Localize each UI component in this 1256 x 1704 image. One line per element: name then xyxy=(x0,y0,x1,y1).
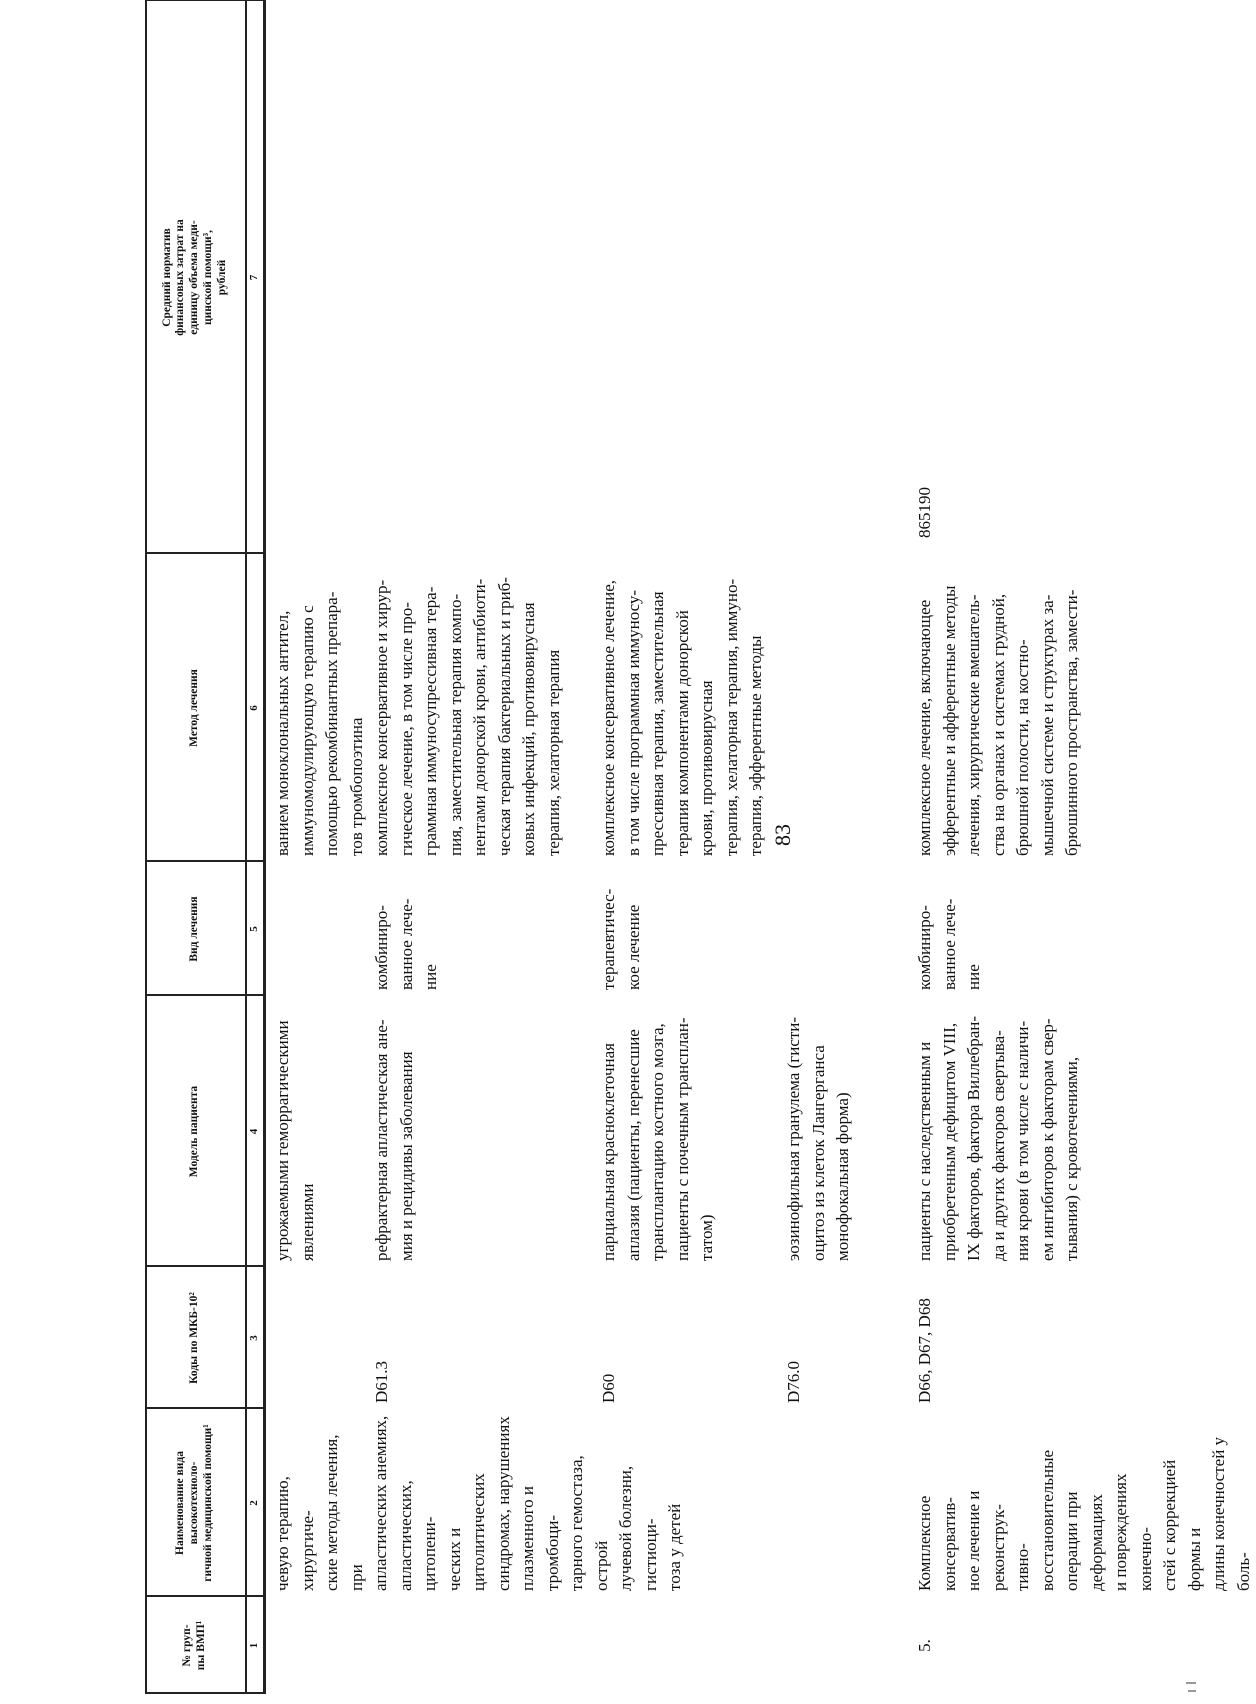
header-icd-codes: Коды по МКБ-10² xyxy=(188,1292,201,1384)
row5-treatment-method: комплексное лечение, включающее эфферентные и афферентные методы лечения, хирургические вмешатель- ства на органах и системах грудной, брюшной полости, на костно- мышечной системе и структурах за- брюшинного пространства, замести- xyxy=(915,585,1081,856)
column-number-6: 6 xyxy=(248,705,260,711)
row2-patient-model: рефрактерная апластическая ане- мия и рецидивы заболевания xyxy=(372,1019,416,1261)
header-cost-standard: Средний норматив финансовых затрат на единицу объема меди- цинской помощи³, рублей xyxy=(160,219,228,336)
row2-treatment-type: комбиниро- ванное лече- ние xyxy=(372,898,440,990)
row3-patient-model: парциальная красноклеточная аплазия (пациенты, перенесшие трансплантацию костного мозга, пациенты с почечным трансплан- татом) xyxy=(599,1017,716,1261)
header-group-number: № груп- пы ВМП¹ xyxy=(181,1620,207,1671)
row1-treatment-method: ванием моноклональных антител, иммуномодулирующую терапию с помощью рекомбинантных препара- тов тромбопоэтина xyxy=(273,591,366,856)
column-number-2: 2 xyxy=(248,1500,260,1506)
row3-treatment-type: терапевтичес- кое лечение xyxy=(599,888,643,990)
row4-patient-model: эозинофильная гранулема (гисти- оцитоз из клеток Лангерганса монофокальная форма) xyxy=(784,1016,852,1261)
column-number-4: 4 xyxy=(248,1128,260,1135)
page-number: 83 xyxy=(770,824,795,846)
header-treatment-type: Вид лечения xyxy=(188,896,201,962)
row5-patient-model: пациенты с наследственным и приобретенным дефицитом VIII, IX факторов, фактора Виллебран- да и других факторов свертыва- ния крови (в том числе с наличи- ем ингибиторов к факторам свер- тывания) с кровотечениями, xyxy=(915,1015,1081,1261)
row5-icd-codes: D66, D67, D68 xyxy=(915,1298,934,1403)
row5-vmp-type: Комплексное консерватив- ное лечение и реконструк- тивно-восстановительные операции при деформациях и повреждениях конечно- стей с коррекцией формы и длины конечностей у боль- xyxy=(915,1436,1253,1591)
row5-cost-standard: 865190 xyxy=(915,487,934,538)
row2-treatment-method: комплексное консервативное и хирур- гическое лечение, в том числе про- граммная иммуносупрессивная тера- пия, заместительная терапия компо- нентами донорской крови, антибиоти- ческая терапия бактериальных и гриб- ковых инфекций, противовирусная терапия, хелаторная терапия xyxy=(372,577,563,856)
row5-treatment-type: комбиниро- ванное лече- ние xyxy=(915,898,983,990)
column-number-5: 5 xyxy=(248,926,260,932)
column-number-7: 7 xyxy=(248,274,260,281)
header-vmp-type: Наименование вида высокотехноло- гичной медицинской помощи¹ xyxy=(174,1424,214,1582)
column-number-3: 3 xyxy=(248,1335,260,1341)
number-row-rule xyxy=(263,0,266,1694)
column-number-1: 1 xyxy=(248,1642,260,1649)
scan-artifact xyxy=(1188,1690,1196,1692)
header-treatment-method: Метод лечения xyxy=(188,669,201,747)
vmp-table xyxy=(145,0,1253,1694)
row1-patient-model: угрожаемыми геморрагическими явлениями xyxy=(273,1020,317,1261)
row1-vmp-type: чевую терапию, хирургиче- ские методы лечения, при апластических анемиях, апластических, цитопени- ческих и цитолитических синдромах, нарушениях плазменного и тромбоци- тарного гемостаза, острой лучевой болезни, гистиоци- тоза у детей xyxy=(273,1415,684,1591)
row3-icd-code: D60 xyxy=(599,1373,618,1403)
row2-icd-code: D61.3 xyxy=(372,1360,391,1403)
scan-artifact xyxy=(1186,1682,1196,1684)
row4-icd-code: D76.0 xyxy=(784,1360,803,1403)
header-patient-model: Модель пациента xyxy=(188,1085,201,1178)
row3-treatment-method: комплексное консервативное лечение, в том числе программная иммуносу- прессивная терапия, заместительная терапия компонентами донорской крови, противовирусная терапия, хелаторная терапия, иммуно- терапия, эфферентные методы xyxy=(599,578,765,856)
row5-group-number: 5. xyxy=(915,1639,934,1652)
